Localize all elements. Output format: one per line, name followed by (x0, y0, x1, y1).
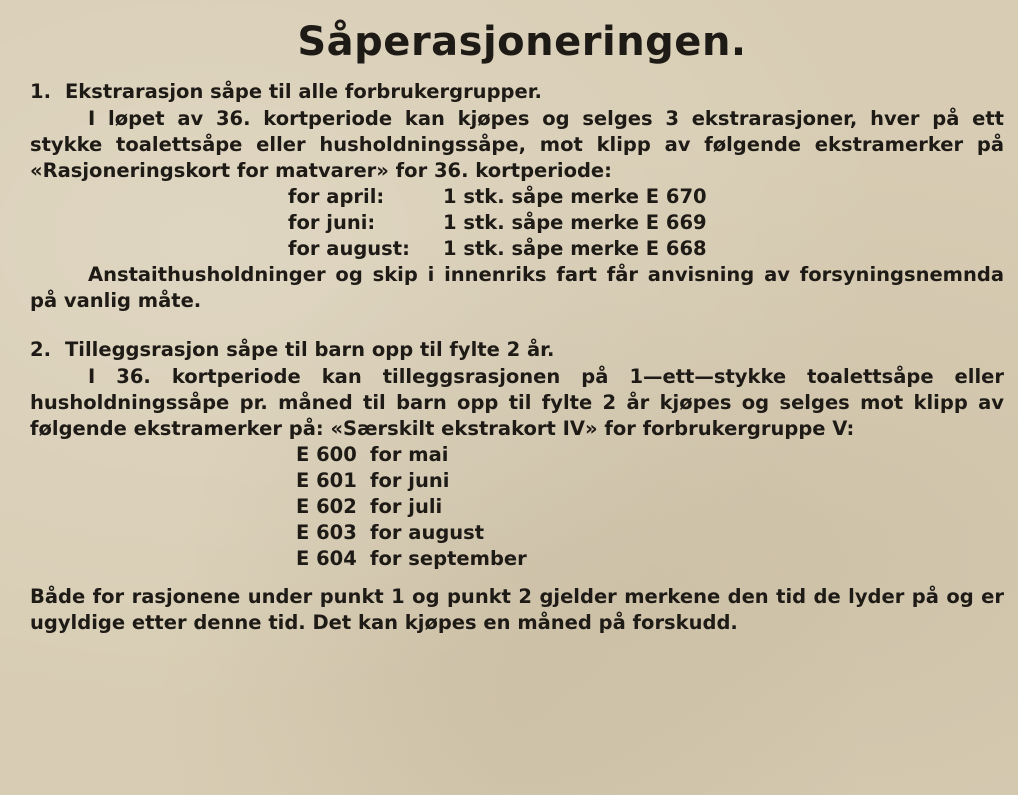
stamp-month: for juni (370, 469, 450, 492)
stamp-month: for mai (370, 443, 449, 466)
stamp-code: E 601 (296, 469, 357, 492)
section-1-paragraph: I løpet av 36. kortperiode kan kjøpes og selges 3 ekstrarasjoner, hver på ett stykke toalettsåpe eller husholdningssåpe, mot klipp av følgende ekstramerker på «Rasjoneringskort for matvarer» for 36. kortperiode: (30, 107, 1004, 182)
section-1-heading-text: Ekstrarasjon såpe til alle forbrukergrupper. (64, 80, 542, 103)
stamp-month: for september (370, 547, 527, 570)
section-2-heading (30, 336, 1004, 364)
stamp-code: E 602 (296, 495, 357, 518)
list-item (296, 468, 1004, 494)
schedule-period: for juni: (288, 211, 376, 234)
schedule-period: for april: (288, 185, 385, 208)
section-2-paragraph: I 36. kortperiode kan tilleggsrasjonen på 1—ett—stykke toalettsåpe eller husholdningssåpe pr. måned til barn opp til fylte 2 år kjøpes og selges mot klipp av følgende ekstramerker på: «Særskilt ekstrakort IV» for forbrukergruppe V: (30, 365, 1004, 440)
schedule-row (288, 236, 1004, 262)
list-item (296, 546, 1004, 572)
schedule-period: for august: (288, 237, 410, 260)
section-1-heading (30, 78, 1004, 106)
section-1-note: Anstaithusholdninger og skip i innenriks fart får anvisning av forsyningsnemnda på vanlig måte. (30, 263, 1004, 312)
list-item (296, 442, 1004, 468)
section-2-heading-text: Tilleggsrasjon såpe til barn opp til fylte 2 år. (64, 338, 555, 361)
stamp-code: E 603 (296, 521, 357, 544)
stamp-month: for august (370, 521, 485, 544)
schedule-row (288, 184, 1004, 210)
section-1-schedule (288, 184, 1004, 262)
section-2-list (296, 442, 1004, 572)
schedule-item: 1 stk. såpe merke E 670 (443, 185, 707, 208)
stamp-month: for juli (370, 495, 443, 518)
section-2-number: 2. (30, 338, 51, 361)
schedule-item: 1 stk. såpe merke E 669 (443, 211, 707, 234)
section-1-number: 1. (30, 80, 51, 103)
schedule-item: 1 stk. såpe merke E 668 (443, 237, 707, 260)
stamp-code: E 600 (296, 443, 357, 466)
footer-paragraph: Både for rasjonene under punkt 1 og punkt 2 gjelder merkene den tid de lyder på og er ugyldige etter denne tid. Det kan kjøpes en måned på forskudd. (30, 585, 1004, 634)
article-title: Såperasjoneringen. (297, 19, 747, 65)
stamp-code: E 604 (296, 547, 357, 570)
list-item (296, 494, 1004, 520)
schedule-row (288, 210, 1004, 236)
list-item (296, 520, 1004, 546)
